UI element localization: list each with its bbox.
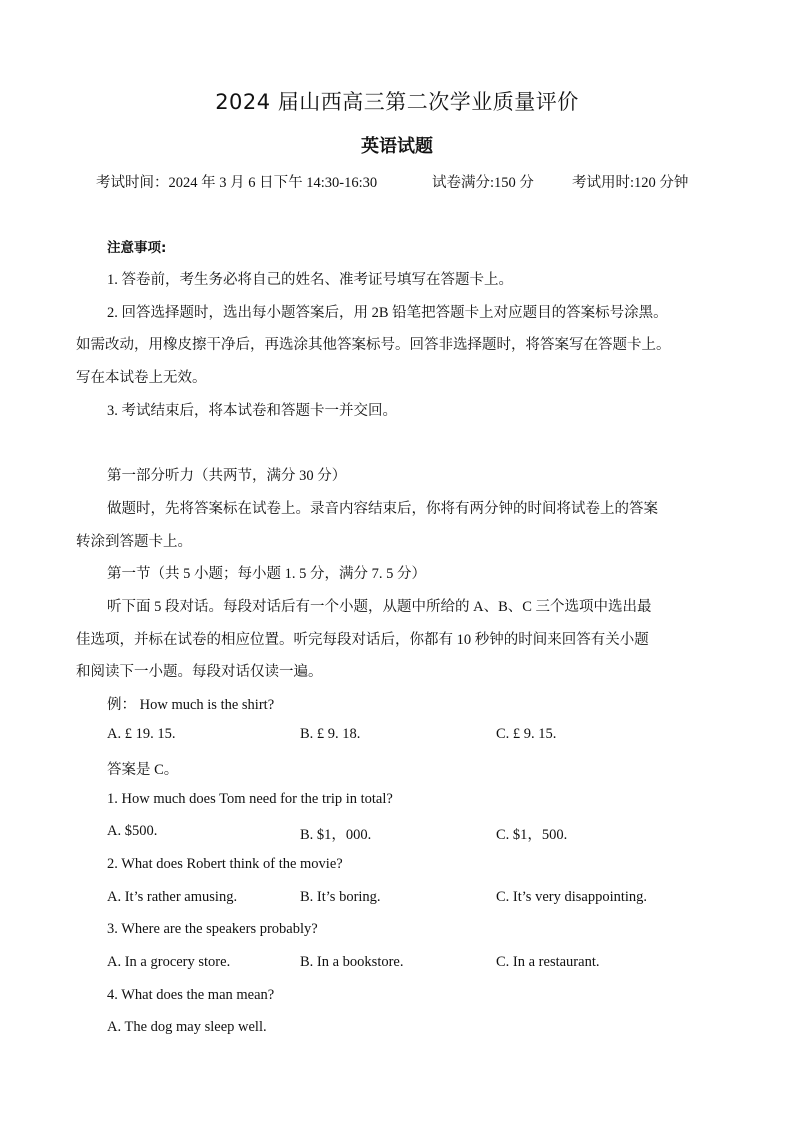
option-c: C. £ 9. 15. bbox=[496, 726, 557, 742]
option-a: A. £ 19. 15. bbox=[107, 726, 176, 742]
notice-line: 如需改动，用橡皮擦干净后，再选涂其他答案标号。回答非选择题时，将答案写在答题卡上。 bbox=[76, 337, 671, 353]
section1-instructions: 听下面 5 段对话。每段对话后有一个小题，从题中所给的 A、B、C 三个选项中选出最 bbox=[107, 599, 652, 615]
full-score: 试卷满分:150 分 bbox=[432, 175, 534, 191]
option-c: C. It’s very disappointing. bbox=[496, 889, 648, 905]
notice-line: 写在本试卷上无效。 bbox=[76, 370, 207, 386]
notice-line: 2. 回答选择题时，选出每小题答案后，用 2B 铅笔把答题卡上对应题目的答案标号涂黑。 bbox=[107, 305, 668, 321]
option-b: B. $1，000. bbox=[300, 827, 372, 843]
part1-intro: 转涂到答题卡上。 bbox=[76, 534, 192, 550]
question-2: 2. What does Robert think of the movie? bbox=[107, 856, 343, 872]
exam-duration: 考试用时:120 分钟 bbox=[572, 175, 689, 191]
question-4: 4. What does the man mean? bbox=[107, 987, 275, 1003]
question-1: 1. How much does Tom need for the trip in total? bbox=[107, 791, 393, 807]
option-a: A. It’s rather amusing. bbox=[107, 889, 238, 905]
example-question: 例： How much is the shirt? bbox=[107, 697, 275, 713]
option-b: B. It’s boring. bbox=[300, 889, 381, 905]
exam-time: 考试时间：2024 年 3 月 6 日下午 14:30-16:30 bbox=[96, 175, 378, 191]
exam-title: 2024 届山西高三第二次学业质量评价 bbox=[215, 90, 579, 114]
notice-line: 1. 答卷前，考生务必将自己的姓名、准考证号填写在答题卡上。 bbox=[107, 272, 513, 288]
option-b: B. In a bookstore. bbox=[300, 954, 404, 970]
part1-intro: 做题时，先将答案标在试卷上。录音内容结束后，你将有两分钟的时间将试卷上的答案 bbox=[107, 501, 658, 517]
notice-line: 3. 考试结束后，将本试卷和答题卡一并交回。 bbox=[107, 403, 397, 419]
option-a: A. In a grocery store. bbox=[107, 954, 231, 970]
option-c: C. $1，500. bbox=[496, 827, 568, 843]
notice-heading: 注意事项: bbox=[107, 240, 167, 256]
option-a: A. $500. bbox=[107, 823, 158, 839]
section1-instructions: 佳选项，并标在试卷的相应位置。听完每段对话后，你都有 10 秒钟的时间来回答有关小题 bbox=[76, 632, 649, 648]
section1-heading: 第一节（共 5 小题；每小题 1. 5 分，满分 7. 5 分） bbox=[107, 566, 426, 582]
exam-subtitle: 英语试题 bbox=[361, 136, 433, 157]
example-answer: 答案是 C。 bbox=[107, 762, 179, 778]
option-b: B. £ 9. 18. bbox=[300, 726, 361, 742]
part1-heading: 第一部分听力（共两节，满分 30 分） bbox=[107, 468, 347, 484]
section1-instructions: 和阅读下一小题。每段对话仅读一遍。 bbox=[76, 664, 323, 680]
question-3: 3. Where are the speakers probably? bbox=[107, 921, 318, 937]
option-c: C. In a restaurant. bbox=[496, 954, 600, 970]
option-a: A. The dog may sleep well. bbox=[107, 1019, 267, 1035]
